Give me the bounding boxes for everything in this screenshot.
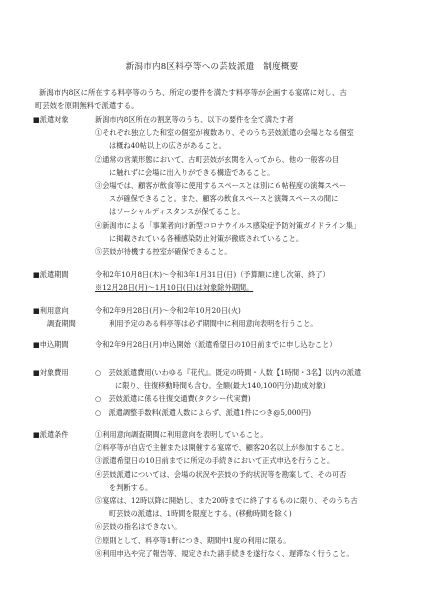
body-line: 令和2年10月8日(木)～令和3年1月31日(日)（予算額に達し次第、終了）	[95, 270, 330, 279]
body-line: ⑤芸妓が待機する控室が確保できること。	[95, 247, 232, 257]
body-line: ①それぞれ独立した和室の個室が複数あり、そのうち芸妓派遣の会場となる個室	[95, 128, 354, 138]
section-body	[95, 113, 400, 258]
body-line: ⑥芸妓の指名はできない。	[95, 522, 182, 532]
body-line: ①利用意向調査期間に利用意向を表明していること。	[95, 430, 268, 439]
section-label: ■対象費用	[33, 368, 69, 377]
section-body	[95, 428, 400, 560]
body-line: ⑤宴席は、12時以降に開始し、また20時までに終了するものに限り、そのうち古	[95, 496, 358, 506]
body-line: ○ 派遣調整手数料(派遣人数によらず、派遣1件につき@5,000円)	[95, 407, 311, 417]
section-body	[95, 268, 400, 294]
section-label: ■派遣条件	[33, 430, 69, 439]
page-title: 新潟市内8区料亭等への芸妓派遣 制度概要	[125, 62, 299, 72]
section-label-line: ■利用意向	[33, 306, 69, 315]
body-line: ④芸妓派遣については、会場の状況や芸妓の予約状況等を勘案して、その可否	[95, 469, 347, 479]
intro-line: 町芸妓を原則無料で派遣する。	[35, 101, 139, 110]
intro-paragraph	[35, 86, 395, 112]
body-line: ③会場では、顧客が飲食等に使用するスペースとは別に６帖程度の演舞スペー	[95, 181, 347, 191]
body-line: 町芸妓の派遣は、1時間を限度とする。(移動時間を除く)	[109, 509, 292, 519]
body-line: に限り、往復移動時間も含む。全額(最大140,100円分)助成対象)	[115, 381, 326, 391]
section-body	[95, 338, 400, 351]
body-line: 令和2年9月28日(月)～令和2年10月20日(火)	[95, 306, 241, 315]
section-body	[95, 366, 400, 419]
body-line: ○ 芸妓派遣に係る往復交通費(タクシー代実費)	[95, 394, 251, 404]
body-line: ③派遣希望日の10日前までに所定の手続きにおいて正式申込を行うこと。	[95, 456, 335, 466]
body-line: スが確保できること。また、顧客の飲食スペースと演舞スペースの間に	[109, 194, 339, 204]
section-body	[95, 304, 400, 330]
body-line-underlined: ※12月28日(月)～1月10日(日)は対象除外期間。	[95, 283, 254, 293]
section-label: ■派遣対象	[33, 115, 69, 124]
body-line: に掲載されている各種感染防止対策が徹底されていること。	[109, 233, 304, 243]
body-line: は概ね40帖以上の広さがあること。	[109, 141, 226, 151]
body-line: 利用予定のある料亭等は必ず期間中に利用意向表明を行うこと。	[109, 319, 318, 329]
body-line: に触れずに会場に出入りができる構造であること。	[109, 167, 275, 177]
body-line: ②通常の営業形態において、古町芸妓が玄関を入ってから、他の一般客の目	[95, 154, 340, 164]
body-line: を判断する。	[109, 482, 153, 492]
section-label	[33, 304, 76, 330]
body-line: はソーシャルディスタンスが保てること。	[109, 207, 245, 217]
section-label: ■申込期間	[33, 340, 69, 349]
section-label: ■派遣期間	[33, 270, 69, 279]
body-line: ②料亭等が自店で主催または開催する宴席で、顧客20名以上が参加すること。	[95, 443, 349, 453]
body-line: ⑦原則として、料亭等1軒につき、期間中1度の利用に限る。	[95, 535, 291, 545]
body-line: 新潟市内8区所在の割烹等のうち、以下の要件を全て満たす者	[95, 115, 294, 124]
body-line: 令和2年9月28日(月)申込開始（派遣希望日の10日前までに申し込むこと）	[95, 340, 337, 349]
intro-line: 新潟市内8区に所在する料亭等のうち、所定の要件を満たす料亭等が企画する宴席に対し、古	[39, 88, 347, 97]
body-line: ○ 芸妓派遣費用(いわゆる『花代』。既定の時間・人数【1時間・3名】以内の派遣	[95, 368, 362, 377]
section-label-line: 調査期間	[47, 319, 76, 329]
body-line: ④新潟市による「事業者向け新型コロナウイルス感染症予防対策ガイドライン集」	[95, 220, 361, 230]
body-line: ⑧利用申込や完了報告等、規定された諸手続きを遂行なく、遅滞なく行うこと。	[95, 548, 354, 558]
